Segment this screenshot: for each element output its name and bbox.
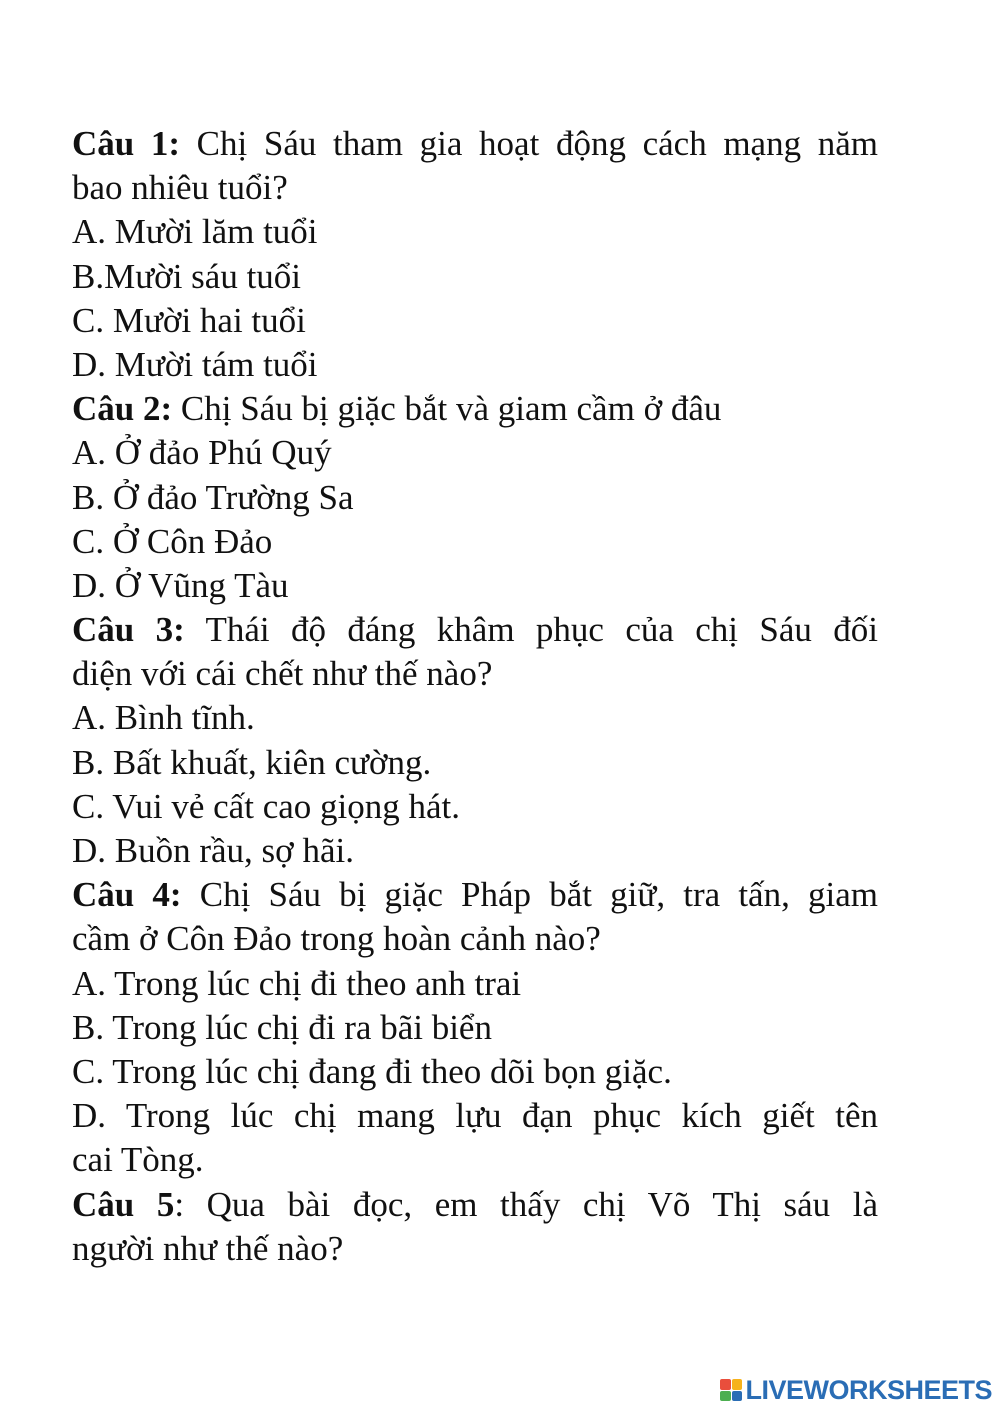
question-2-text: Chị Sáu bị giặc bắt và giam cầm ở đâu [172,389,722,429]
worksheet [72,122,878,1271]
question-5-line-2: người như thế nào? [72,1228,344,1268]
question-1-option-c: C. Mười hai tuổi [72,300,306,340]
question-3-option-a: A. Bình tĩnh. [72,698,255,738]
question-3-option-d: D. Buồn rầu, sợ hãi. [72,831,354,870]
question-1-option-b: B.Mười sáu tuổi [72,256,302,296]
liveworksheets-brand: LIVEWORKSHEETS [745,1374,992,1405]
question-4-option-a: A. Trong lúc chị đi theo anh trai [72,963,522,1003]
question-5-label: Câu 5 [72,1184,175,1224]
question-4-line-2: cầm ở Côn Đảo trong hoàn cảnh nào? [72,919,601,959]
question-5-text: : Qua bài đọc, em thấy chị Võ Thị sáu là [174,1184,878,1224]
liveworksheets-watermark [720,1375,992,1405]
question-1-option-a: A. Mười lăm tuổi [72,212,318,252]
question-2-label: Câu 2: [72,389,173,429]
question-4-option-b: B. Trong lúc chị đi ra bãi biển [72,1007,492,1047]
question-3-line-1 [72,608,878,652]
question-1-line-2: bao nhiêu tuổi? [72,168,288,208]
question-2-option-b: B. Ở đảo Trường Sa [72,477,354,517]
liveworksheets-logo-icon [720,1379,742,1401]
question-1-line-1 [72,122,878,166]
question-4-label: Câu 4: [72,875,182,915]
question-2-option-c: C. Ở Côn Đảo [72,521,273,561]
question-2-option-a: A. Ở đảo Phú Quý [72,433,332,473]
question-2-option-d: D. Ở Vũng Tàu [72,565,289,605]
question-1-option-d: D. Mười tám tuổi [72,344,318,384]
question-3-option-c: C. Vui vẻ cất cao giọng hát. [72,786,460,826]
question-3-option-b: B. Bất khuất, kiên cường. [72,742,432,782]
question-5-line-1 [72,1183,878,1227]
question-3-text: Thái độ đáng khâm phục của chị Sáu đối [184,610,879,650]
question-3-line-2: diện với cái chết như thế nào? [72,654,493,694]
question-3-label: Câu 3: [72,610,185,650]
question-4-text: Chị Sáu bị giặc Pháp bắt giữ, tra tấn, giam [181,875,878,915]
question-4-option-d-line-1: D. Trong lúc chị mang lựu đạn phục kích giết tên [72,1096,878,1136]
question-1-label: Câu 1: [72,124,181,163]
question-4-option-d-line-2: cai Tòng. [72,1140,204,1180]
question-4-option-c: C. Trong lúc chị đang đi theo dõi bọn giặc. [72,1051,672,1091]
question-1-text: Chị Sáu tham gia hoạt động cách mạng năm [180,124,878,163]
question-2-line-1 [72,387,878,431]
question-4-line-1 [72,873,878,917]
